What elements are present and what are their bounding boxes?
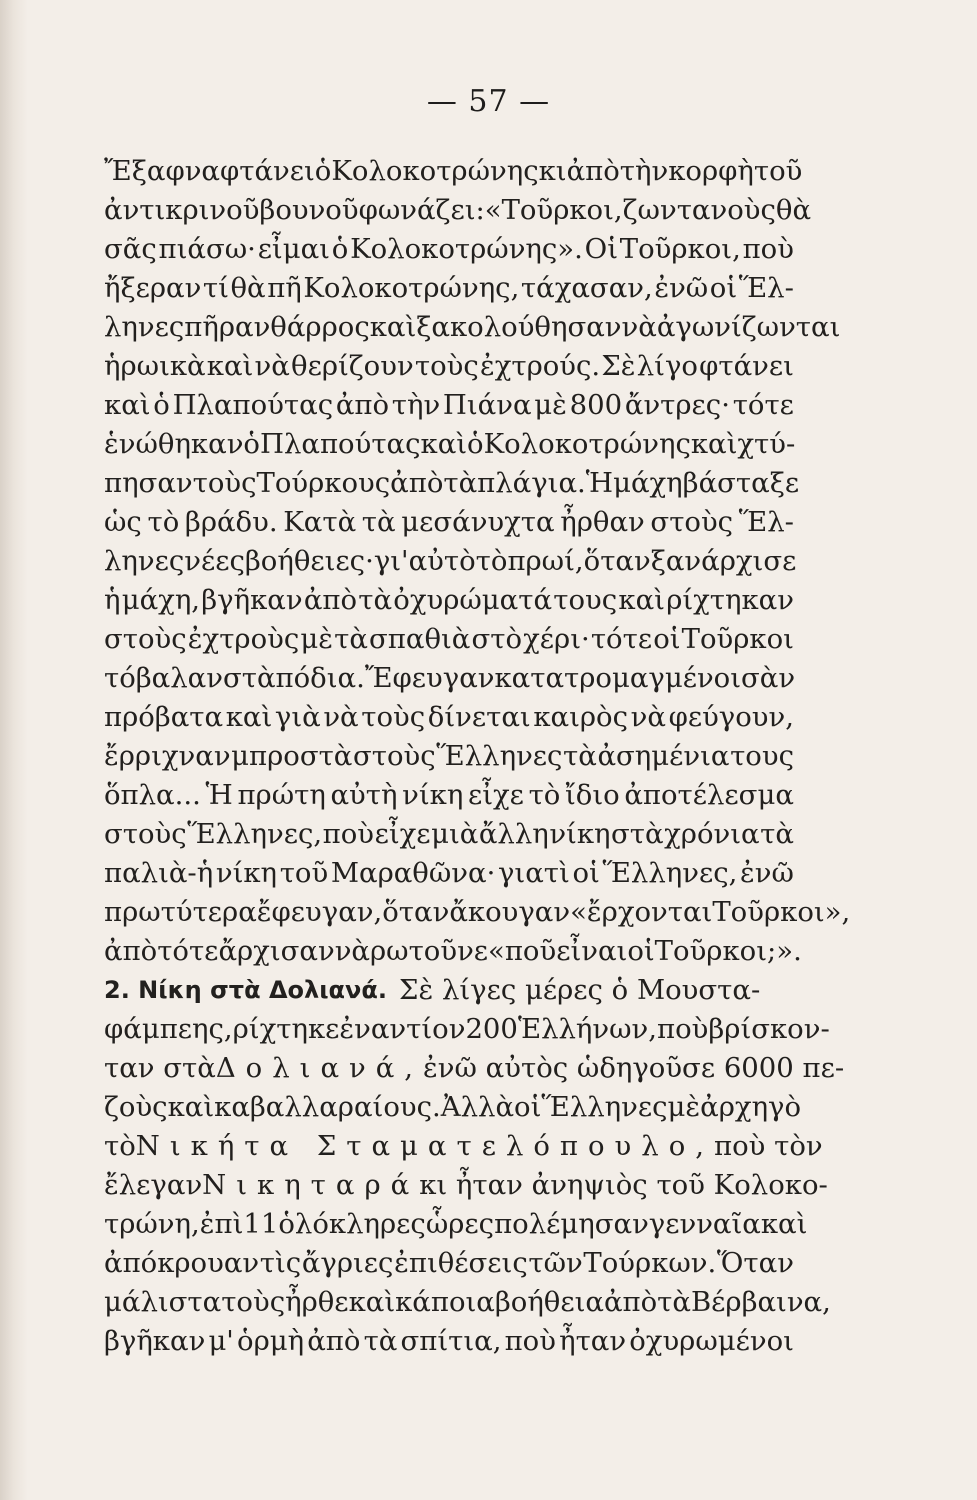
line-text (104, 1088, 802, 1127)
word: οἱ (653, 623, 681, 655)
word: νίκη (215, 857, 278, 889)
line-text (104, 893, 851, 932)
word: τῶν (528, 1247, 583, 1279)
word: καὶ (420, 428, 468, 460)
word: ὡς (104, 506, 142, 538)
word: ὅπλα... (104, 779, 201, 811)
text-line (104, 1283, 831, 1322)
word: Ἔξαφνα (104, 155, 220, 187)
word: ὅταν (583, 545, 651, 577)
word: καὶ (348, 1286, 396, 1318)
line-text (104, 464, 800, 503)
line-text (104, 386, 794, 425)
word: τὰ (363, 1325, 398, 1357)
word: Σὲ (601, 350, 636, 382)
word: ἦταν (559, 1325, 627, 1357)
word: καὶ (104, 389, 151, 421)
word: ἀπὸ (307, 1325, 361, 1357)
line-text (104, 269, 794, 308)
word: θερίζουν (291, 350, 414, 382)
word: ἐναντίον (339, 1013, 466, 1045)
text-line (104, 659, 794, 698)
line-text (104, 932, 802, 971)
section-heading: 2. Νίκη στὰ Δολιανά. (104, 976, 387, 1004)
word: πησαν (104, 467, 193, 499)
word: σπαθιὰ (369, 623, 471, 655)
word: θὰ (230, 272, 266, 304)
text-line (104, 581, 794, 620)
word: ἄντρες· (624, 389, 730, 421)
spaced-nickname: Νικηταρά (202, 1169, 420, 1201)
text-line (104, 152, 803, 191)
word: μ' (208, 1325, 234, 1357)
line-text (104, 1322, 794, 1361)
word: βγῆκαν (201, 584, 303, 616)
word: τὸ (147, 506, 180, 538)
word: πρωτύτερα (104, 896, 257, 928)
word: χέρι· (523, 623, 590, 655)
spaced-person-name: Νικήτα Σταματελόπουλο, (135, 1130, 715, 1162)
text-line (104, 269, 794, 308)
word: φωνάζει: (358, 194, 485, 226)
word: ἴδιο (565, 779, 620, 811)
word: ἀπὸ (335, 389, 390, 421)
word: πλάγια. (477, 467, 586, 499)
line-text: ἔλεγαν (104, 1169, 203, 1201)
text-line (104, 347, 794, 386)
line-text (104, 1283, 831, 1322)
word: εἶμαι (257, 233, 330, 265)
word: ἄλλη (478, 818, 549, 850)
word: καὶ (206, 350, 254, 382)
word: καὶ (369, 311, 417, 343)
word: Τοῦρκοι, (619, 233, 741, 265)
word: καὶ (690, 428, 738, 460)
word: κάποια (395, 1286, 495, 1318)
word: νὰ (323, 701, 359, 733)
word: ἡρωικὰ (104, 350, 206, 382)
text-line (104, 1088, 802, 1127)
word: ἀρχηγὸ (700, 1091, 802, 1123)
word: λίγο (636, 350, 698, 382)
line-text (104, 503, 794, 542)
word: τοῦ (753, 155, 803, 187)
text-line (104, 737, 794, 776)
word: «ποῦ (488, 935, 557, 967)
word: μὲ (667, 1091, 701, 1123)
word: ἀγωνίζωνται (656, 311, 841, 343)
page-number: — 57 — (426, 84, 551, 119)
word: Βέρβαινα, (690, 1286, 831, 1318)
word: οἱ (572, 857, 600, 889)
word: Τοῦρκοι (681, 623, 794, 655)
word: πόδια. (275, 662, 365, 694)
line-text: τὸ (104, 1130, 136, 1162)
word: νὰ (630, 701, 666, 733)
word: ἑνώθηκαν (104, 428, 244, 460)
word: μάχη (613, 467, 683, 499)
word: καὶ (760, 1208, 808, 1240)
line-text: Σὲ λίγες μέρες ὁ Μουστα- (399, 974, 761, 1006)
word: ὁρμὴ (237, 1325, 305, 1357)
line-text (104, 815, 794, 854)
word: τοὺς (221, 1286, 286, 1318)
word: ἦρθε (285, 1286, 349, 1318)
word: Ἕλληνες, (187, 818, 323, 850)
word: φεύγουν, (668, 701, 794, 733)
word: θάρρος (270, 311, 370, 343)
word: ὁ (314, 155, 332, 187)
word: ἐπιθέσεις (394, 1247, 528, 1279)
word: ποὺ (657, 1013, 709, 1045)
word: Κατὰ (283, 506, 357, 538)
line-text (104, 542, 797, 581)
word: Τούρκους (256, 467, 391, 499)
word: Ἕλληνες, (602, 857, 738, 889)
word: Πιάνα (442, 389, 532, 421)
word: στοὺς (104, 818, 187, 850)
word: νὰ (254, 350, 290, 382)
word: αὐτὸ (408, 545, 476, 577)
word: μπροστὰ (231, 740, 353, 772)
word: ζωντανοὺς (622, 194, 776, 226)
line-text (104, 698, 794, 737)
word: «Τοῦρκοι, (484, 194, 623, 226)
text-line (104, 893, 851, 932)
word: ἀπὸ (390, 467, 444, 499)
word: ἄρχισαν (218, 935, 335, 967)
word: Ἀλλὰ (440, 1091, 515, 1123)
line-text (104, 191, 812, 230)
text-line (104, 776, 794, 815)
text-line (104, 542, 797, 581)
word: ἀποτέλεσμα (624, 779, 794, 811)
word: ἄγριες (301, 1247, 394, 1279)
word: νέες (184, 545, 245, 577)
word: ὁ (467, 428, 484, 460)
word: ὁ (243, 428, 260, 460)
word: ἀντικρινοῦ (104, 194, 260, 226)
word: στὰ (611, 818, 664, 850)
word: ἀπὸ (303, 584, 358, 616)
word: παλιὰ-ἡ (104, 857, 214, 889)
line-text (104, 230, 794, 269)
word: θὰ (775, 194, 812, 226)
text-line (104, 932, 802, 971)
word: βάσταξε (682, 467, 800, 499)
word: Κολοκοτρώνης (331, 155, 539, 187)
line-text (104, 1010, 830, 1049)
word: δίνεται (427, 701, 531, 733)
word: ἐπὶ (199, 1208, 244, 1240)
text-line (104, 425, 794, 464)
word: τοὺς (192, 467, 257, 499)
line-text: ποὺ τὸν (714, 1130, 823, 1162)
text-line (104, 698, 794, 737)
word: ἀπὸ (104, 935, 158, 967)
word: εἶχε (467, 779, 524, 811)
word: εἶχε (374, 818, 431, 850)
word: Ἕλληνες (541, 1091, 668, 1123)
word: τὸ (528, 779, 561, 811)
word: Ἕλ- (738, 506, 794, 538)
word: ρίχτηκαν (666, 584, 794, 616)
word: πῆραν (184, 311, 271, 343)
line-text (104, 659, 794, 698)
line-text (104, 425, 794, 464)
word: ρωτοῦνε (369, 935, 489, 967)
word: τοῦ (279, 857, 329, 889)
word: Μαραθῶνα· (330, 857, 496, 889)
word: τὴν (619, 155, 669, 187)
word: στὸ (471, 623, 523, 655)
word: πρώτη (237, 779, 326, 811)
word: αὐτὴ (330, 779, 398, 811)
word: ἀπὸ (603, 1286, 658, 1318)
word: καιρὸς (533, 701, 628, 733)
word: Ἕλληνες (436, 740, 563, 772)
text-line (104, 308, 841, 347)
word: στοὺς (650, 506, 734, 538)
text-line (104, 1322, 794, 1361)
word: ἐνῶ (654, 272, 709, 304)
word: σὰν (741, 662, 796, 694)
word: πολέμησαν (494, 1208, 649, 1240)
word: ὁ (331, 233, 349, 265)
word: καὶ (618, 584, 665, 616)
word: ὁ (153, 389, 170, 421)
line-text (104, 737, 794, 776)
word: τοὺς (414, 350, 479, 382)
line-text (104, 776, 794, 815)
section-heading-line (104, 971, 794, 1010)
word: ρίχτηκε (232, 1013, 340, 1045)
word: Κολοκοτρώνης (483, 428, 691, 460)
word: γιὰ (274, 701, 321, 733)
word: φάμπεης, (104, 1013, 233, 1045)
word: γιατὶ (497, 857, 570, 889)
word: Ἑλλήνων, (517, 1013, 658, 1045)
word: Τοῦρκοι», (712, 896, 851, 928)
word: τὰ (358, 584, 393, 616)
word: φτάνει (699, 350, 794, 382)
word: 11 (243, 1208, 279, 1240)
word: χρόνια (664, 818, 760, 850)
word: μάχη, (121, 584, 201, 616)
word: γενναῖα (648, 1208, 761, 1240)
page-edge-shadow (0, 0, 28, 1500)
word: νὰ (334, 935, 370, 967)
line-text: ταν στὰ (104, 1052, 216, 1084)
word: βγῆκαν (104, 1325, 206, 1357)
text-line (104, 191, 812, 230)
word: ἄκουγαν (449, 896, 571, 928)
text-line (104, 503, 794, 542)
word: ποὺ (504, 1325, 556, 1357)
word: ὧρες (425, 1208, 495, 1240)
word: στοὺς (104, 623, 187, 655)
word: σᾶς (104, 233, 157, 265)
word: πῆ (267, 272, 302, 304)
word: βουνοῦ (259, 194, 359, 226)
word: τάχασαν, (520, 272, 653, 304)
text-line (104, 1010, 830, 1049)
line-text (104, 152, 803, 191)
word: εἶναι (556, 935, 628, 967)
word: Ἕλ- (738, 272, 794, 304)
word: 200 (465, 1013, 518, 1045)
word: μάλιστα (104, 1286, 222, 1318)
text-line (104, 854, 794, 893)
text-line (104, 1205, 808, 1244)
word: πρωί, (507, 545, 584, 577)
word: Ἡ (205, 779, 233, 811)
word: ἐχτροὺς (187, 623, 300, 655)
word: τὰ (563, 740, 597, 772)
word: τὶς (259, 1247, 302, 1279)
word: ἡ (104, 584, 121, 616)
text-line (104, 815, 794, 854)
word: Τούρκων. (583, 1247, 717, 1279)
word: Πλαπούτας (259, 428, 421, 460)
word: Πλαπούτας (172, 389, 334, 421)
text-line (104, 386, 794, 425)
text-line (104, 464, 800, 503)
word: ξακολούθησαν (416, 311, 622, 343)
word: τρώνη, (104, 1208, 200, 1240)
word: ὀχυρώματά (393, 584, 553, 616)
word: ἐνῶ (740, 857, 794, 889)
word: νίκη (549, 818, 611, 850)
word: οἱ (709, 272, 738, 304)
text-line (104, 620, 794, 659)
line-text (104, 1205, 808, 1244)
word: τὰ (760, 818, 794, 850)
word: Τοῦρκοι;». (654, 935, 802, 967)
word: τους (730, 740, 794, 772)
word: σπίτια, (400, 1325, 502, 1357)
word: φτάνει (220, 155, 315, 187)
word: Οἱ (584, 233, 618, 265)
word: ἤξεραν (104, 272, 202, 304)
word: βρίσκον- (708, 1013, 830, 1045)
word: 800 (569, 389, 623, 421)
text-line (104, 1244, 794, 1283)
word: μεσάνυχτα (401, 506, 555, 538)
word: τότε (732, 389, 794, 421)
line-text: ἐνῶ αὐτὸς ὡδηγοῦσε 6000 πε- (423, 1052, 845, 1084)
word: τί (202, 272, 229, 304)
word: ἔφευγαν, (256, 896, 383, 928)
word: κορφὴ (668, 155, 754, 187)
word: ὀχυρωμένοι (629, 1325, 794, 1357)
word: Κολοκοτρώνης, (303, 272, 520, 304)
word: στὰ (222, 662, 276, 694)
word: ἀσημένια (597, 740, 730, 772)
word: μιὰ (431, 818, 479, 850)
word: βοήθεια (494, 1286, 604, 1318)
word: νίκη (402, 779, 464, 811)
word: τὴν (391, 389, 441, 421)
word: στοὺς (353, 740, 436, 772)
word: ἔρριχναν (104, 740, 231, 772)
word: τότε (590, 623, 653, 655)
word: ἐχτρούς. (479, 350, 601, 382)
word: ὅταν (382, 896, 450, 928)
word: κι (538, 155, 567, 187)
word: ποὺ (322, 818, 375, 850)
word: τους (553, 584, 618, 616)
text-line (104, 1049, 845, 1088)
word: ξανάρχισε (650, 545, 797, 577)
spaced-place-name: Δολιανά, (215, 1052, 424, 1084)
word: ζοὺς (104, 1091, 168, 1123)
word: μὲ (300, 623, 334, 655)
word: οἱ (627, 935, 655, 967)
line-text (104, 308, 841, 347)
word: Ὅταν (716, 1247, 794, 1279)
word: «ἔρχονται (570, 896, 713, 928)
word: γι' (373, 545, 409, 577)
word: ληνες (104, 545, 185, 577)
word: ἀπόκρουαν (104, 1247, 260, 1279)
word: πιάσω· (158, 233, 256, 265)
body-text (104, 152, 851, 1361)
word: ἀπὸ (566, 155, 620, 187)
line-text: κι ἦταν ἀνηψιὸς τοῦ Κολοκο- (419, 1169, 828, 1201)
line-text (104, 581, 794, 620)
word: μὲ (534, 389, 567, 421)
word: τὸ (475, 545, 508, 577)
text-line (104, 1127, 823, 1166)
word: τὰ (443, 467, 478, 499)
word: ἦρθαν (560, 506, 645, 538)
word: βοήθειες· (244, 545, 374, 577)
word: τὰ (334, 623, 368, 655)
word: κατατρομαγμένοι (494, 662, 742, 694)
word: Ἡ (585, 467, 614, 499)
word: νὰ (621, 311, 657, 343)
word: βράδυ. (184, 506, 278, 538)
word: Κολοκοτρώνης». (350, 233, 583, 265)
word: τότε (157, 935, 219, 967)
word: χτύ- (737, 428, 796, 460)
text-line (104, 230, 794, 269)
line-text (104, 1244, 794, 1283)
word: καβαλλαραίους. (214, 1091, 441, 1123)
line-text (104, 347, 794, 386)
word: ποὺ (742, 233, 794, 265)
word: καὶ (167, 1091, 215, 1123)
word: Ἔφευγαν (364, 662, 495, 694)
word: τὰ (657, 1286, 691, 1318)
word: οἱ (514, 1091, 542, 1123)
line-text (104, 854, 794, 893)
word: πρόβατα (104, 701, 224, 733)
word: καὶ (225, 701, 273, 733)
word: τόβαλαν (104, 662, 223, 694)
word: ληνες (104, 311, 185, 343)
word: ὁλόκληρες (278, 1208, 426, 1240)
word: τοὺς (361, 701, 426, 733)
word: τὰ (361, 506, 396, 538)
text-line (104, 1166, 828, 1205)
line-text (104, 620, 794, 659)
